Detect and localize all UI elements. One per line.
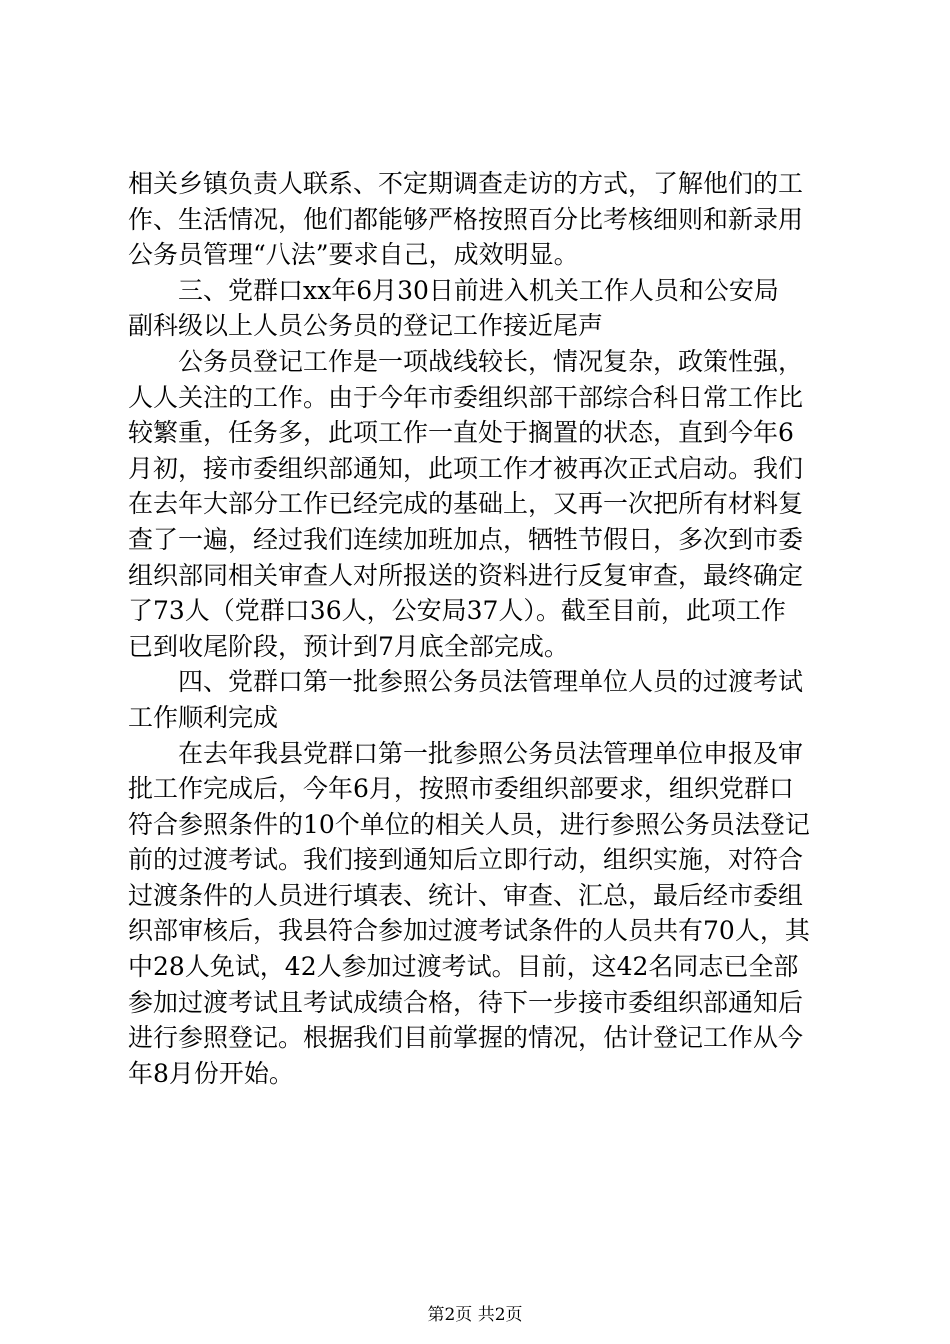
text-line: 在去年我县党群口第一批参照公务员法管理单位申报及审: [178, 738, 804, 768]
text-line: 进行参照登记。根据我们目前掌握的情况，估计登记工作从今: [128, 1023, 804, 1053]
text-line: 了73人（党群口36人，公安局37人）。截至目前，此项工作: [128, 596, 786, 626]
text-line: 批工作完成后，今年6月，按照市委组织部要求，组织党群口: [128, 774, 794, 804]
text-line: 查了一遍，经过我们连续加班加点，牺牲节假日，多次到市委: [128, 524, 804, 554]
text-line: 已到收尾阶段，预计到7月底全部完成。: [128, 631, 569, 661]
page-number-footer: 第2页 共2页: [427, 1305, 523, 1325]
section-heading-four: 四、党群口第一批参照公务员法管理单位人员的过渡考试: [178, 667, 804, 697]
text-line: 组织部同相关审查人对所报送的资料进行反复审查，最终确定: [128, 560, 804, 590]
text-line: 人人关注的工作。由于今年市委组织部干部综合科日常工作比: [128, 382, 804, 412]
text-line: 作、生活情况，他们都能够严格按照百分比考核细则和新录用: [128, 204, 804, 234]
text-line: 前的过渡考试。我们接到通知后立即行动，组织实施，对符合: [128, 845, 804, 875]
text-line: 织部审核后，我县符合参加过渡考试条件的人员共有70人，其: [128, 916, 810, 946]
document-body: [128, 166, 828, 1091]
section-heading-four-cont: 工作顺利完成: [128, 702, 279, 732]
text-line: 相关乡镇负责人联系、不定期调查走访的方式，了解他们的工: [128, 169, 804, 198]
text-line: 参加过渡考试且考试成绩合格，待下一步接市委组织部通知后: [128, 987, 804, 1017]
text-line: 年8月份开始。: [128, 1058, 294, 1088]
section-heading-three: 三、党群口xx年6月30日前进入机关工作人员和公安局: [178, 275, 779, 305]
text-line: 公务员登记工作是一项战线较长，情况复杂，政策性强，: [178, 346, 804, 376]
section-heading-three-cont: 副科级以上人员公务员的登记工作接近尾声: [128, 311, 604, 341]
text-line: 中28人免试，42人参加过渡考试。目前，这42名同志已全部: [128, 952, 799, 982]
text-line: 过渡条件的人员进行填表、统计、审查、汇总，最后经市委组: [128, 880, 804, 910]
text-line: 符合参照条件的10个单位的相关人员，进行参照公务员法登记: [128, 809, 810, 839]
text-line: 月初，接市委组织部通知，此项工作才被再次正式启动。我们: [128, 453, 804, 483]
text-line: 公务员管理“八法”要求自己，成效明显。: [128, 240, 579, 270]
text-line: 较繁重，任务多，此项工作一直处于搁置的状态，直到今年6: [128, 418, 794, 448]
text-line: 在去年大部分工作已经完成的基础上，又再一次把所有材料复: [128, 489, 804, 519]
